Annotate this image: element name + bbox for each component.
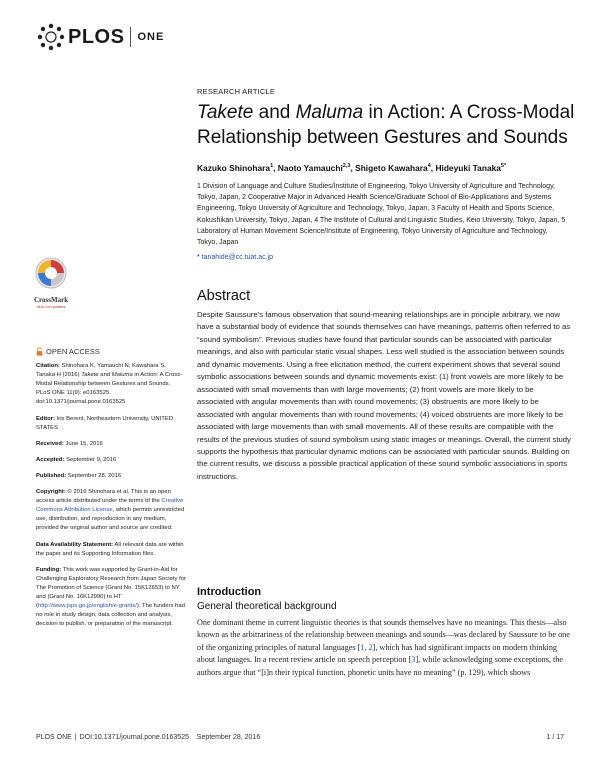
- author-name: Naoto Yamauchi: [277, 163, 343, 173]
- citation-text: and: [98, 372, 112, 379]
- crossmark-icon: [34, 256, 68, 290]
- author-name: Shigeto Kawahara: [355, 163, 428, 173]
- corresponding-mark: *: [197, 254, 202, 261]
- footer-page-number: 1 / 17: [546, 734, 564, 741]
- title-rest: in Action: A Cross-Modal Relationship between Gestures and Sounds: [197, 102, 575, 148]
- editor-text: Iris Berent, Northeastern University, UNITED STATES: [36, 415, 174, 431]
- author-name: Hideyuki Tanaka: [435, 163, 501, 173]
- open-lock-icon: [36, 347, 43, 356]
- funding-link[interactable]: http://www.jsps.go.jp/english/e-grants/: [37, 603, 137, 610]
- citation-italic: Maluma: [111, 372, 133, 379]
- author-affil: 5*: [500, 163, 507, 170]
- published-label: Published:: [36, 472, 67, 479]
- author-affil: 1: [270, 163, 274, 170]
- reference-link-1[interactable]: 1: [360, 642, 365, 652]
- intro-text: ], which has had significant impacts on modern thinking about languages. In a recent review article on speech perception [: [197, 642, 558, 665]
- citation-label: Citation:: [36, 363, 60, 370]
- received-date: June 15, 2016: [63, 440, 103, 447]
- journal-logo[interactable]: [36, 22, 164, 52]
- title-italic-maluma: Maluma: [295, 102, 364, 123]
- funding-text: This work was supported by Grant-in-Aid for Challenging Exploratory Research from Japan Society for The Promotion of Science (Grant No. 15K12653) to NY and (Grant No. 16K12990) to HT (: [36, 566, 186, 610]
- funding-text: ). The funders had no role in study design, data collection and analysis, decision to publish, or preparation of the manuscript.: [36, 603, 185, 628]
- corresponding-email-link[interactable]: tanahide@cc.tuat.ac.jp: [201, 254, 273, 261]
- footer-left: [36, 734, 260, 741]
- citation-text: in Action: A Cross-Modal Relationship between Gestures and Sounds. PLoS ONE 11(9): e0163525. doi:10.1371/journal.pone.0163525: [36, 372, 183, 406]
- open-access-label: OPEN ACCESS: [46, 347, 100, 356]
- data-availability-text: All relevant data are within the paper and its Supporting Information files.: [36, 541, 184, 557]
- journal-brand: PLOS: [68, 25, 125, 48]
- citation-text: Shinohara K, Yamauchi N, Kawahara S, Tanaka H (2016): [36, 363, 166, 379]
- abstract-heading: Abstract: [197, 288, 251, 304]
- corresponding-author: [197, 254, 273, 261]
- copyright-text: , which permits unrestricted use, distribution, and reproduction in any medium, provided the original author and source are credited.: [36, 507, 185, 532]
- title-italic-takete: Takete: [197, 102, 254, 123]
- published: [36, 472, 186, 481]
- data-availability-label: Data Availability Statement:: [36, 541, 114, 548]
- citation: [36, 362, 186, 407]
- received-label: Received:: [36, 440, 64, 447]
- reference-link-3[interactable]: 3: [411, 655, 416, 665]
- footer-date: September 28, 2016: [196, 734, 261, 741]
- intro-text: ,: [364, 642, 369, 652]
- logo-divider: [130, 27, 131, 47]
- introduction-subheading: General theoretical background: [197, 601, 337, 612]
- introduction-heading: Introduction: [197, 586, 262, 598]
- editor-label: Editor:: [36, 415, 55, 422]
- funding-label: Funding:: [36, 566, 62, 573]
- published-date: September 28, 2016: [66, 472, 122, 479]
- received: [36, 440, 186, 449]
- footer-journal: PLOS ONE: [36, 734, 72, 741]
- author-affil: 2,3: [342, 163, 351, 170]
- page-footer: [36, 734, 564, 741]
- journal-sub: ONE: [137, 31, 165, 43]
- reference-link-2[interactable]: 2: [368, 642, 373, 652]
- abstract-text: Despite Saussure’s famous observation that sound-meaning relationships are in principle arbitrary, we now have a substantial body of evidence that sounds themselves can have meanings, patterns often referred to as “sound symbolism”. Previous studies have found that particular sounds can be associated with particular meanings, and also with particular static visual shapes. Less well studied is the association between sounds and dynamic movements. Using a free elicitation method, the current experiment shows that several sound symbolic associations between sounds and dynamic movements exist: (1) front vowels are more likely to be associated with small movements than with large movements; (2) front vowels are more likely to be associated with angular movements than with round movements; (3) obstruents are more likely to be associated with angular movements than with round movements; (4) voiced obstruents are more likely to be associated with large movements than with small movements. All of these results are compatible with the results of the previous studies of sound symbolism using static images or meanings. Overall, the current study supports the hypothesis that particular dynamic motions can be associated with particular sounds. Building on the current results, we discuss a possible practical application of these sound symbolic associations in sports instructions.: [197, 310, 571, 481]
- article-metadata-sidebar: [36, 347, 186, 636]
- plos-logo-icon: [36, 22, 66, 52]
- affiliations: 1 Division of Language and Culture Studies/Institute of Engineering, Tokyo University of Agriculture and Technology, Tokyo, Japan, 2 Cooperative Major in Advanced Health Science/Graduate School of Bio-Applications and Systems Engineering, Tokyo University of Agriculture and Technology, Tokyo, Japan, 3 Faculty of Health and Sports Science, Kokushikan University, Tokyo, Japan, 4 The Institute of Cultural and Linguistic Studies, Keio University, Tokyo, Japan, 5 Laboratory of Human Movement Science/Institute of Engineering, Tokyo University of Agriculture and Technology, Tokyo, Japan: [197, 183, 566, 247]
- crossmark-sublabel: click for updates: [36, 304, 66, 309]
- copyright-label: Copyright:: [36, 489, 66, 496]
- footer-doi: DOI:10.1371/journal.pone.0163525: [79, 734, 189, 741]
- article-type: RESEARCH ARTICLE: [197, 87, 276, 96]
- author-affil: 4: [427, 163, 431, 170]
- accepted: [36, 456, 186, 465]
- data-availability: [36, 541, 186, 559]
- license-link[interactable]: Creative Commons Attribution License: [36, 498, 184, 514]
- introduction-body: [197, 617, 575, 679]
- crossmark-badge[interactable]: [34, 256, 68, 309]
- open-access-badge: [36, 347, 186, 356]
- author-name: Kazuko Shinohara: [197, 163, 271, 173]
- author-list: Kazuko Shinohara$^1$, Naoto Yamauchi$^{2,3}$, Shigeto Kawahara$^4$, Hideyuki Tanaka$^{5*}$: [197, 163, 507, 173]
- intro-text: One dominant theme in current linguistic theories is that sounds themselves have no meanings. This thesis—also known as the arbitrariness of the relationship between meanings and sounds—was declared by Saussure to be one of the organizing principles of natural languages [: [197, 618, 570, 652]
- footer-separator: |: [74, 734, 77, 741]
- accepted-date: September 9, 2016: [64, 456, 117, 463]
- intro-text: ], while acknowledging some exceptions, the authors argue that “[i]n their typical function, phonetic units have no meaning” (p. 129), which shows: [197, 655, 564, 677]
- editor: [36, 415, 186, 433]
- crossmark-label: CrossMark: [34, 296, 69, 304]
- funding: [36, 566, 186, 630]
- title-and: and: [253, 102, 296, 123]
- citation-italic: Takete: [81, 372, 99, 379]
- accepted-label: Accepted:: [36, 456, 65, 463]
- article-title: [197, 100, 577, 150]
- copyright-text: © 2016 Shinohara et al. This is an open access article distributed under the terms of the: [36, 489, 171, 505]
- copyright: [36, 488, 186, 533]
